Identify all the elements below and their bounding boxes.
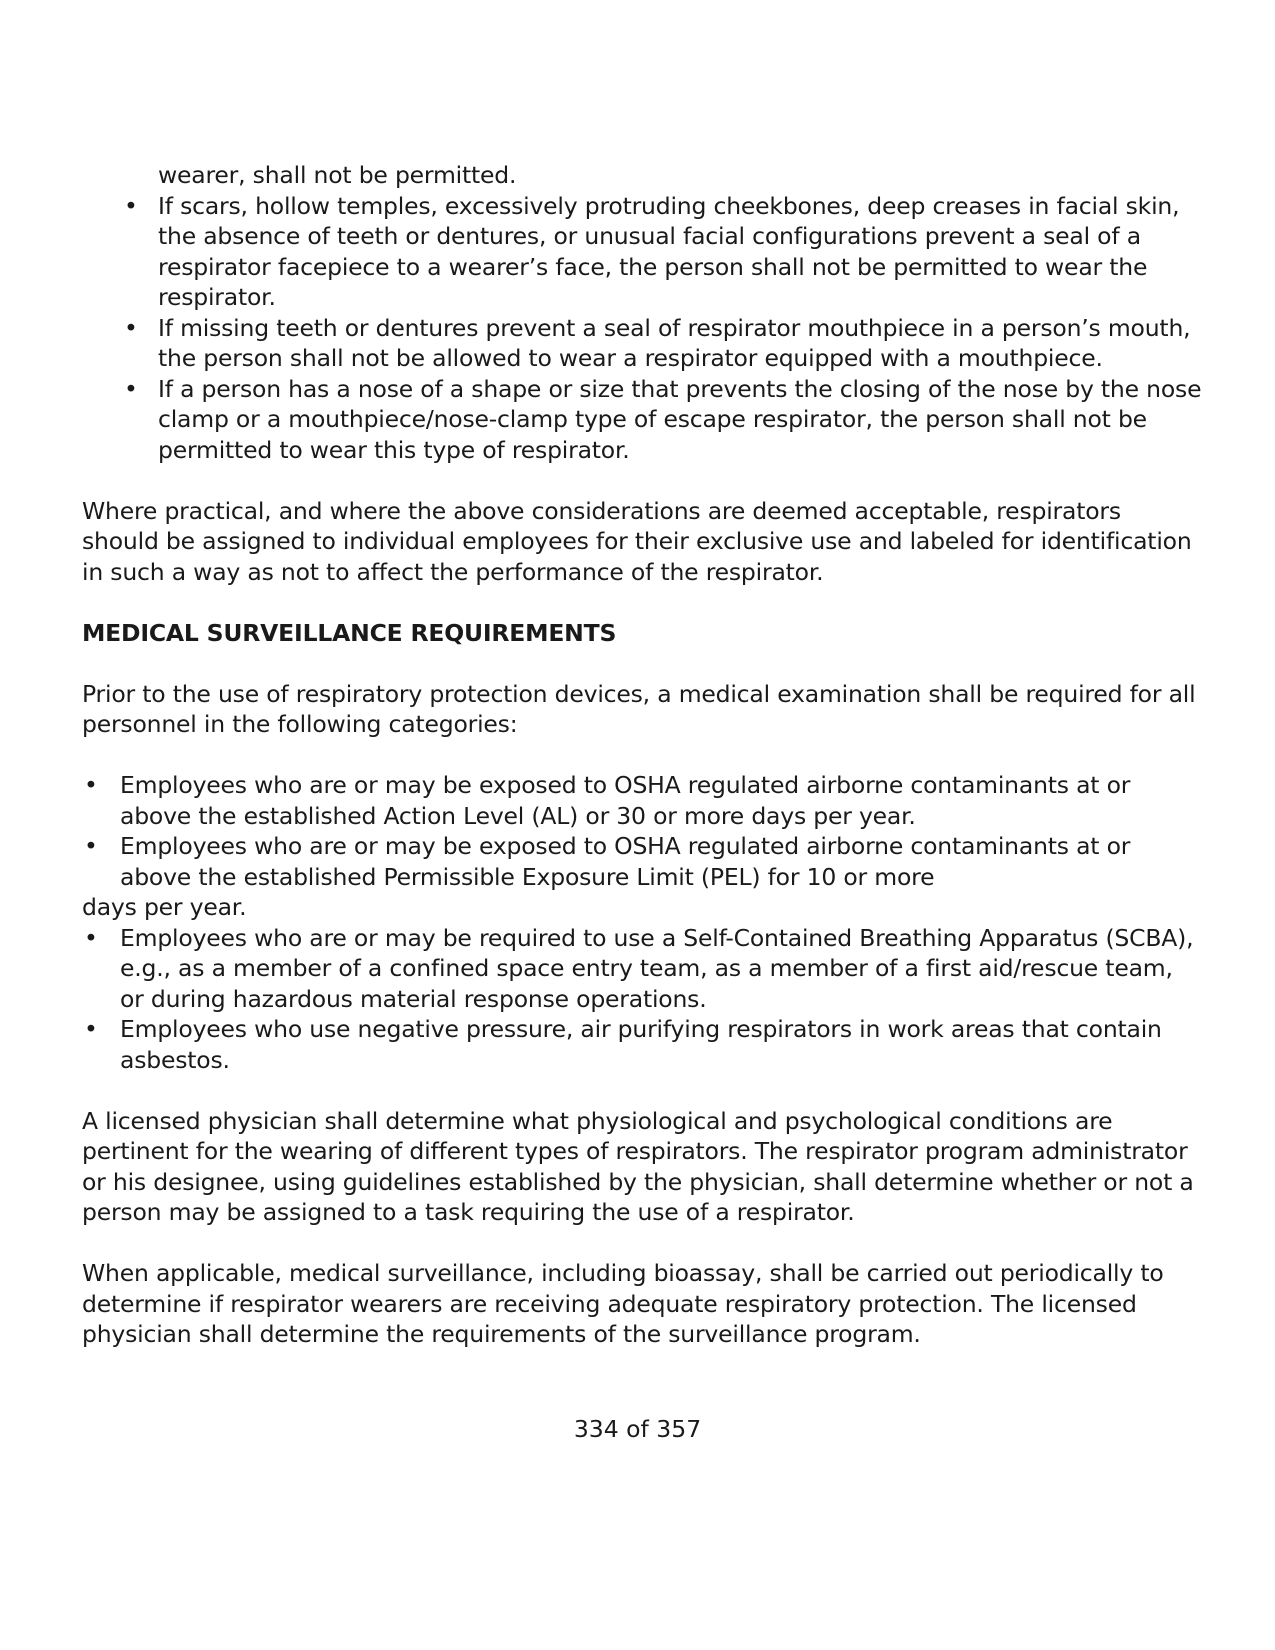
physician-paragraph: A licensed physician shall determine what physiological and psychological conditions are pertinent for the wearing of different types of respirators. The respirator program administrator or his designee, using guidelines established by the physician, shall determine whether or not a person may be assigned to a task requiring the use of a respirator. — [82, 1106, 1194, 1226]
bullet-icon: • — [124, 313, 138, 342]
list-item-text-wrap: days per year. — [82, 893, 247, 921]
list-item — [124, 191, 1202, 313]
list-item — [84, 923, 1202, 1015]
list-item-text: If scars, hollow temples, excessively protruding cheekbones, deep creases in facial skin, the absence of teeth or dentures, or unusual facial configurations prevent a seal of a respirator facepiece to a wearer’s face, the person shall not be permitted to wear the respirator. — [158, 191, 1180, 311]
bullet-icon: • — [84, 923, 98, 952]
bullet-icon: • — [84, 1015, 98, 1043]
assignment-paragraph: Where practical, and where the above considerations are deemed acceptable, respirators should be assigned to individual employees for their exclusive use and labeled for identification in such a way as not to affect the performance of the respirator. — [82, 496, 1192, 586]
bullet-icon: • — [124, 191, 138, 220]
list-item — [82, 831, 1202, 923]
list-item — [124, 313, 1202, 374]
bullet-icon: • — [84, 832, 98, 860]
list-item-text: If missing teeth or dentures prevent a seal of respirator mouthpiece in a person’s mouth, the person shall not be allowed to wear a respirator equipped with a mouthpiece. — [158, 313, 1191, 372]
page-number: 334 of 357 — [573, 1415, 702, 1443]
list-item-text: Employees who are or may be exposed to OSHA regulated airborne contaminants at or above the established Permissible Exposure Limit (PEL) for 10 or more — [120, 832, 1131, 891]
continuation-text: wearer, shall not be permitted. — [158, 161, 517, 189]
list-item-text: Employees who are or may be exposed to OSHA regulated airborne contaminants at or above the established Action Level (AL) or 30 or more days per year. — [120, 771, 1131, 830]
list-item-text: Employees who are or may be required to use a Self-Contained Breathing Apparatus (SCBA), e.g., as a member of a confined space entry team, as a member of a first aid/rescue team, or during hazardous material response operations. — [120, 923, 1194, 1013]
section-heading: MEDICAL SURVEILLANCE REQUIREMENTS — [82, 618, 617, 647]
bullet-icon: • — [124, 374, 138, 403]
facial-conditions-list — [82, 191, 1202, 466]
medical-intro-paragraph: Prior to the use of respiratory protection devices, a medical examination shall be required for all personnel in the following categories: — [82, 679, 1196, 738]
surveillance-paragraph: When applicable, medical surveillance, including bioassay, shall be carried out periodically to determine if respirator wearers are receiving adequate respiratory protection. The licensed physician shall determine the requirements of the surveillance program. — [82, 1259, 1164, 1348]
medical-categories-list — [82, 770, 1202, 1075]
bullet-icon: • — [84, 771, 98, 799]
list-item-text: If a person has a nose of a shape or size that prevents the closing of the nose by the nose clamp or a mouthpiece/nose-clamp type of escape respirator, the person shall not be permitted to wear this type of respirator. — [158, 374, 1202, 464]
list-item — [84, 1014, 1202, 1075]
list-item-text: Employees who use negative pressure, air purifying respirators in work areas that contain asbestos. — [120, 1015, 1162, 1074]
list-item — [84, 770, 1202, 831]
document-page — [82, 160, 1202, 1350]
list-item — [124, 374, 1202, 466]
